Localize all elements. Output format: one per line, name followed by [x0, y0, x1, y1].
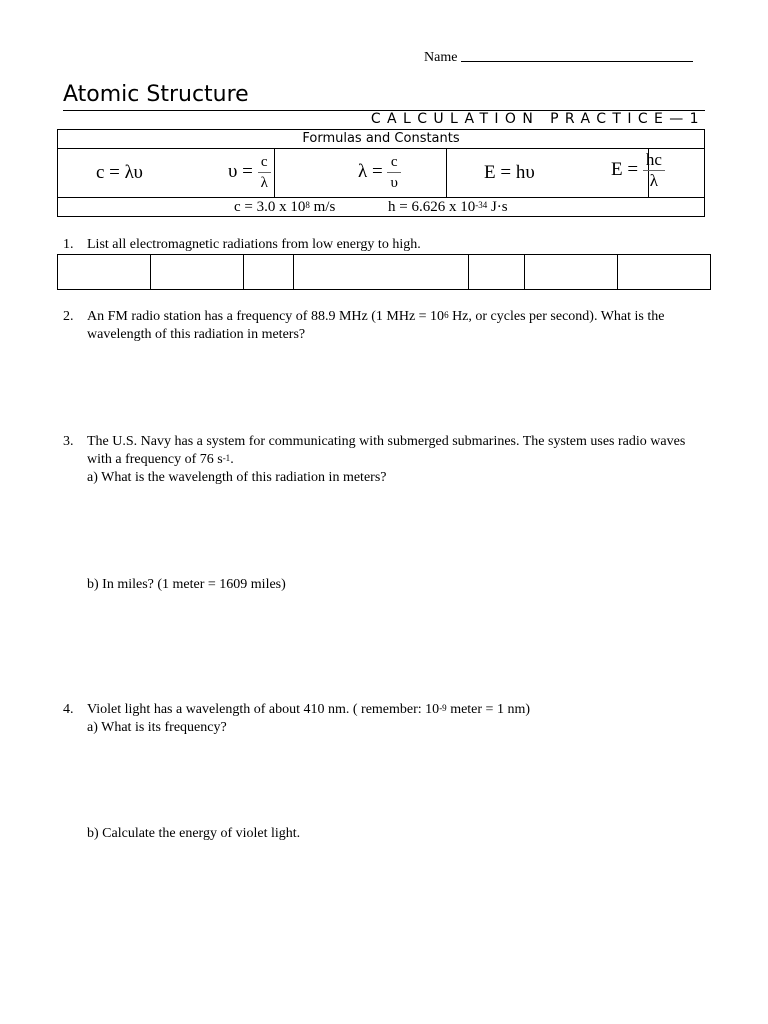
answer-cell[interactable] [294, 255, 469, 289]
formula-speed-of-light: c = λυ [96, 162, 143, 183]
formula-divider [446, 148, 447, 197]
formula-wavelength-lhs: λ = [358, 160, 383, 182]
question-4a: a) What is its frequency? [87, 720, 227, 735]
formula-energy-wavelength [611, 150, 665, 191]
formula-wavelength [358, 152, 401, 193]
question-2 [0, 308, 768, 348]
formulas-row [58, 148, 704, 198]
name-blank[interactable] [461, 47, 693, 62]
answer-cell[interactable] [58, 255, 151, 289]
formula-energy-num: hc [643, 150, 665, 171]
question-text: List all electromagnetic radiations from low energy to high. [87, 237, 421, 252]
formula-frequency-den: λ [260, 175, 268, 191]
formula-energy-den: λ [649, 171, 658, 190]
name-label: Name [424, 50, 458, 65]
question-text: The U.S. Navy has a system for communicating with submerged submarines. The system uses radio waves with a frequency of 76 $s^{-1}$. [87, 434, 686, 467]
formula-energy-lhs: E = [611, 158, 639, 180]
name-field[interactable] [424, 47, 693, 66]
constants-row [58, 197, 704, 217]
question-number: 4. [63, 702, 74, 717]
question-4 [0, 701, 768, 721]
question-3b: b) In miles? (1 meter = 1609 miles) [87, 577, 286, 592]
constant-c: c = 3.0 x $10^8$ m/s [234, 199, 336, 215]
formula-frequency-lhs: υ = [228, 160, 253, 182]
formula-frequency-num: c [258, 152, 271, 173]
answer-cell[interactable] [244, 255, 294, 289]
formulas-table [57, 129, 705, 217]
question-text: An FM radio station has a frequency of 88.9 MHz (1 MHz = $10^6$ Hz, or cycles per second). What is the wavelength of this radiation in meters? [87, 309, 665, 342]
formula-wavelength-den: υ [390, 175, 398, 191]
question-4b: b) Calculate the energy of violet light. [87, 826, 301, 841]
em-radiation-answer-table [57, 254, 711, 290]
formulas-heading: Formulas and Constants [58, 130, 704, 149]
answer-cell[interactable] [618, 255, 710, 289]
answer-cell[interactable] [151, 255, 244, 289]
question-1 [0, 236, 768, 256]
page-subtitle: CALCULATION PRACTICE—1 [370, 111, 705, 127]
formula-divider [274, 148, 275, 197]
question-number: 2. [63, 309, 74, 324]
question-number: 3. [63, 434, 74, 449]
answer-cell[interactable] [469, 255, 525, 289]
formula-energy-frequency: E = hυ [484, 162, 535, 183]
question-number: 1. [63, 237, 74, 252]
answer-cell[interactable] [525, 255, 618, 289]
formula-frequency [228, 152, 271, 193]
question-3a: a) What is the wavelength of this radiation in meters? [87, 470, 387, 485]
question-text: Violet light has a wavelength of about 410 nm. ( remember: $10^{-9}$ meter = 1 nm) [87, 702, 531, 717]
formula-wavelength-num: c [387, 152, 400, 173]
constant-h: h = 6.626 x $10^{-34}$ J·s [388, 199, 508, 215]
page-title: Atomic Structure [63, 82, 249, 107]
